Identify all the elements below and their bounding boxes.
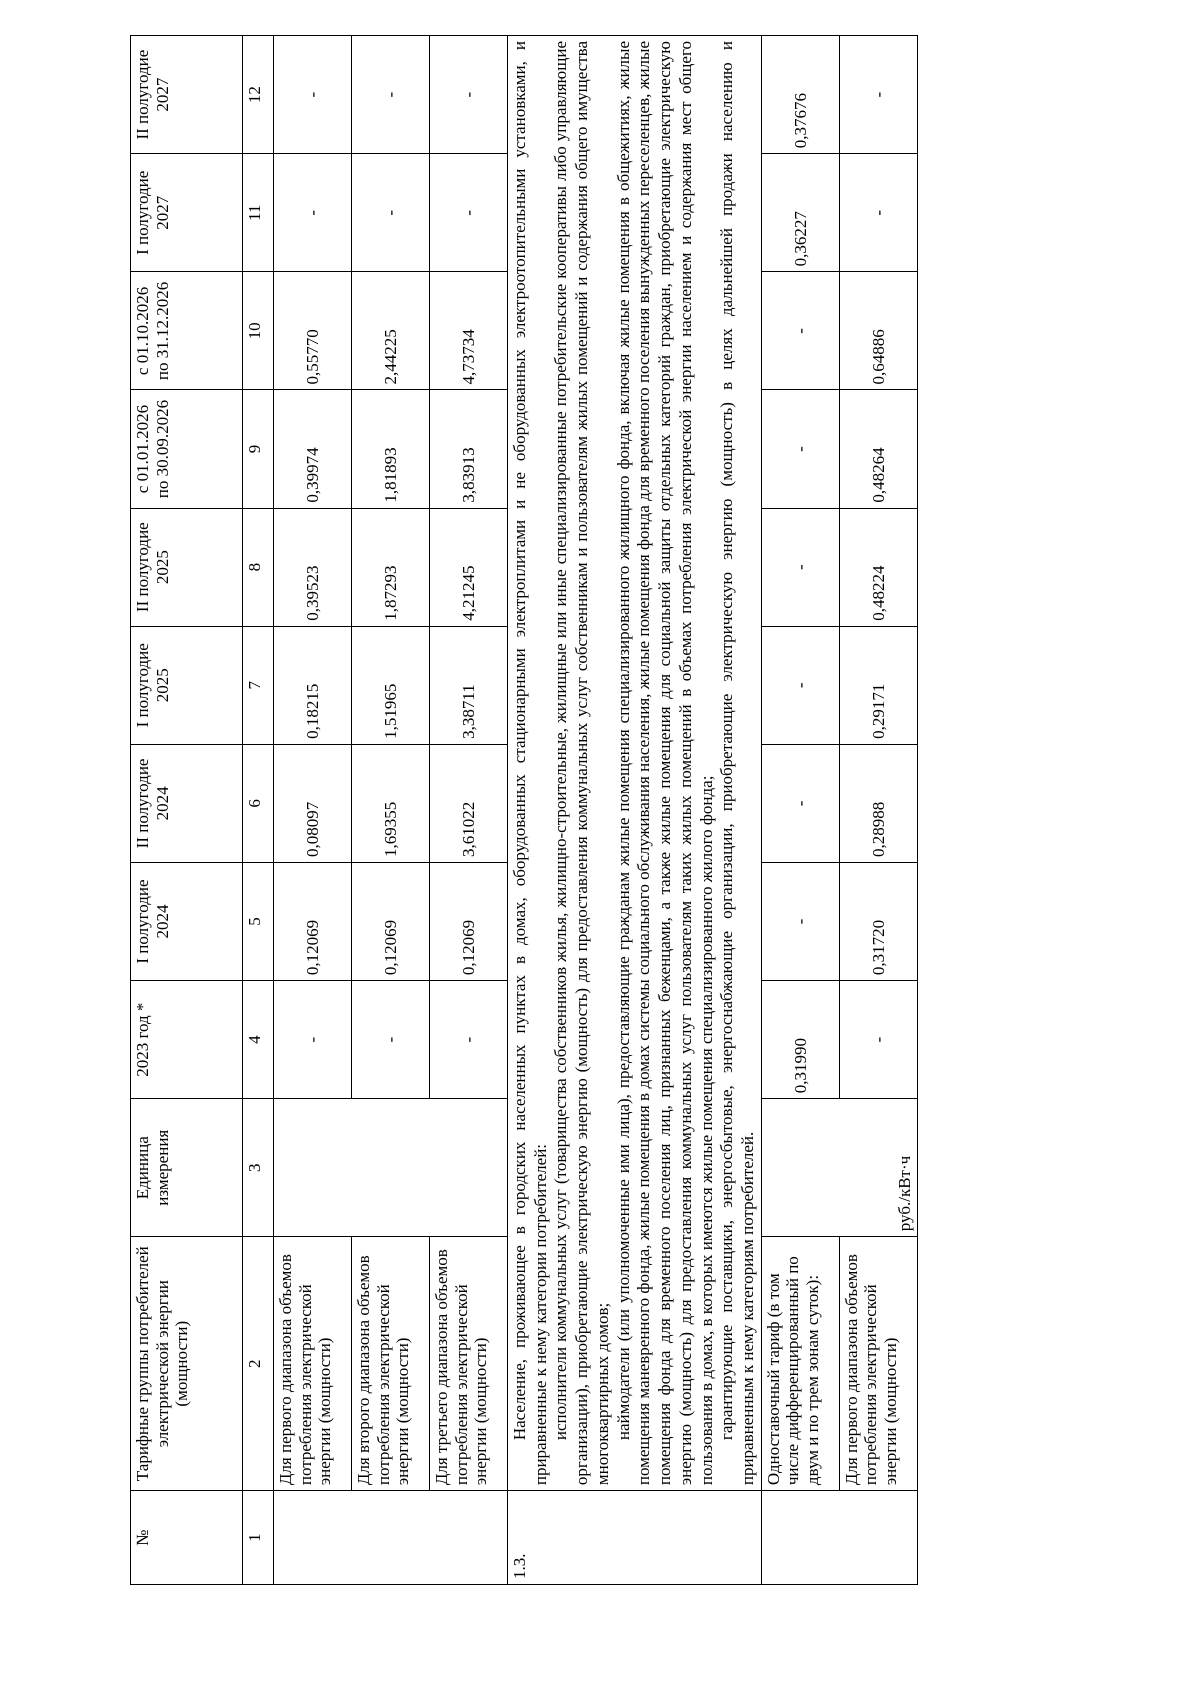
header-h1-2024: I полугодие 2024 — [131, 862, 243, 980]
col-num: 4 — [243, 981, 274, 1099]
value-cell: 1,87293 — [352, 508, 430, 626]
tariff-table — [130, 35, 918, 1585]
section-paragraph: гарантирующие поставщики, энергосбытовые, энергоснабжающие организации, приобретающие электрическую энергию (мощность) в целях дальнейшей продажи населению и приравненным к нему категориям потребителей. — [717, 41, 758, 1486]
row-num-empty — [274, 1491, 508, 1585]
section-paragraph: исполнители коммунальных услуг (товарищества собственников жилья, жилищно-строительные, жилищные или иные специализированные потребительские кооперативы либо управляющие организации), приобретающие электрическую энергию (мощность) для предоставления коммунальных услуг собственникам и пользователям жилых помещений и содержания общего имущества многоквартирных домов; — [551, 41, 612, 1486]
value-cell: - — [761, 862, 839, 980]
col-num: 11 — [243, 154, 274, 272]
row-label: Одноставочный тариф (в том числе дифференцированный по двум и по трем зонам суток): — [761, 1237, 839, 1491]
value-cell: 1,69355 — [352, 744, 430, 862]
value-cell: 0,08097 — [274, 744, 352, 862]
section-row — [508, 36, 762, 1585]
value-cell: 0,64886 — [839, 272, 917, 390]
value-cell: - — [761, 626, 839, 744]
table-row — [839, 36, 917, 1585]
value-cell: - — [274, 36, 352, 154]
value-cell: 0,55770 — [274, 272, 352, 390]
table-row — [430, 36, 508, 1585]
value-cell: 2,44225 — [352, 272, 430, 390]
value-cell: - — [839, 981, 917, 1099]
value-cell: 1,81893 — [352, 390, 430, 508]
value-cell: 0,29171 — [839, 626, 917, 744]
value-cell: 3,38711 — [430, 626, 508, 744]
col-num: 12 — [243, 36, 274, 154]
section-paragraph: наймодатели (или уполномоченные ими лица), предоставляющие гражданам жилые помещения специализированного жилищного фонда, включая жилые помещения в общежитиях, жилые помещения маневренного фонда, жилые помещения в домах системы социального обслуживания населения, жилые помещения фонда для временного поселения вынужденных переселенцев, жилые помещения фонда для временного поселения лиц, признанных беженцами, а также жилые помещения для социальной защиты отдельных категорий граждан, приобретающие электрическую энергию (мощность) для предоставления коммунальных услуг пользователям таких жилых помещений в объемах потребления электрической энергии населением и содержания мест общего пользования в домах, в которых имеются жилые помещения специализированного жилого фонда; — [613, 41, 716, 1486]
value-cell: - — [274, 981, 352, 1099]
header-h2-2027: II полугодие 2027 — [131, 36, 243, 154]
value-cell: 0,37676 — [761, 36, 839, 154]
section-text — [508, 36, 762, 1491]
col-num: 5 — [243, 862, 274, 980]
header-2023: 2023 год * — [131, 981, 243, 1099]
value-cell: - — [274, 154, 352, 272]
col-num: 10 — [243, 272, 274, 390]
unit-cell-empty — [274, 1099, 508, 1237]
header-num: № — [131, 1491, 243, 1585]
value-cell: - — [761, 508, 839, 626]
col-num: 7 — [243, 626, 274, 744]
table-row — [352, 36, 430, 1585]
value-cell: 0,36227 — [761, 154, 839, 272]
column-number-row — [243, 36, 274, 1585]
value-cell: 0,12069 — [274, 862, 352, 980]
value-cell: 0,28988 — [839, 744, 917, 862]
value-cell: - — [839, 36, 917, 154]
value-cell: 0,18215 — [274, 626, 352, 744]
col-num: 1 — [243, 1491, 274, 1585]
header-row — [131, 36, 243, 1585]
rotated-page — [130, 35, 1080, 1585]
section-number: 1.3. — [508, 1491, 762, 1585]
value-cell: 0,48224 — [839, 508, 917, 626]
value-cell: 4,73734 — [430, 272, 508, 390]
col-num: 9 — [243, 390, 274, 508]
header-p1-2026: с 01.01.2026 по 30.09.2026 — [131, 390, 243, 508]
value-cell: 0,31720 — [839, 862, 917, 980]
col-num: 8 — [243, 508, 274, 626]
col-num: 2 — [243, 1237, 274, 1491]
row-label: Для первого диапазона объемов потребления электрической энергии (мощности) — [274, 1237, 352, 1491]
row-label: Для второго диапазона объемов потребления электрической энергии (мощности) — [352, 1237, 430, 1491]
value-cell: 0,39523 — [274, 508, 352, 626]
value-cell: - — [761, 744, 839, 862]
section-paragraph: Население, проживающее в городских населенных пунктах в домах, оборудованных стационарными электроплитами и не оборудованных электроотопительными установками, и приравненные к нему категории потребителей: — [510, 41, 550, 1486]
value-cell: - — [761, 272, 839, 390]
value-cell: - — [430, 154, 508, 272]
table-row — [274, 36, 352, 1585]
header-h2-2024: II полугодие 2024 — [131, 744, 243, 862]
value-cell: - — [761, 390, 839, 508]
header-group: Тарифные группы потребителей электрической энергии (мощности) — [131, 1237, 243, 1491]
value-cell: 0,12069 — [430, 862, 508, 980]
value-cell: - — [430, 981, 508, 1099]
table-row — [761, 36, 839, 1585]
value-cell: 0,48264 — [839, 390, 917, 508]
value-cell: 1,51965 — [352, 626, 430, 744]
value-cell: - — [352, 981, 430, 1099]
row-num-empty — [761, 1491, 917, 1585]
row-label: Для первого диапазона объемов потребления электрической энергии (мощности) — [839, 1237, 917, 1491]
header-h2-2025: II полугодие 2025 — [131, 508, 243, 626]
header-h1-2027: I полугодие 2027 — [131, 154, 243, 272]
value-cell: 0,12069 — [352, 862, 430, 980]
value-cell: 3,83913 — [430, 390, 508, 508]
header-unit: Единица измерения — [131, 1099, 243, 1237]
header-h1-2025: I полугодие 2025 — [131, 626, 243, 744]
value-cell: - — [430, 36, 508, 154]
value-cell: 0,31990 — [761, 981, 839, 1099]
value-cell: 3,61022 — [430, 744, 508, 862]
unit-cell: руб./кВт·ч — [761, 1099, 917, 1237]
col-num: 3 — [243, 1099, 274, 1237]
col-num: 6 — [243, 744, 274, 862]
value-cell: 4,21245 — [430, 508, 508, 626]
value-cell: - — [352, 154, 430, 272]
value-cell: - — [839, 154, 917, 272]
row-label: Для третьего диапазона объемов потребления электрической энергии (мощности) — [430, 1237, 508, 1491]
value-cell: 0,39974 — [274, 390, 352, 508]
header-p2-2026: с 01.10.2026 по 31.12.2026 — [131, 272, 243, 390]
value-cell: - — [352, 36, 430, 154]
